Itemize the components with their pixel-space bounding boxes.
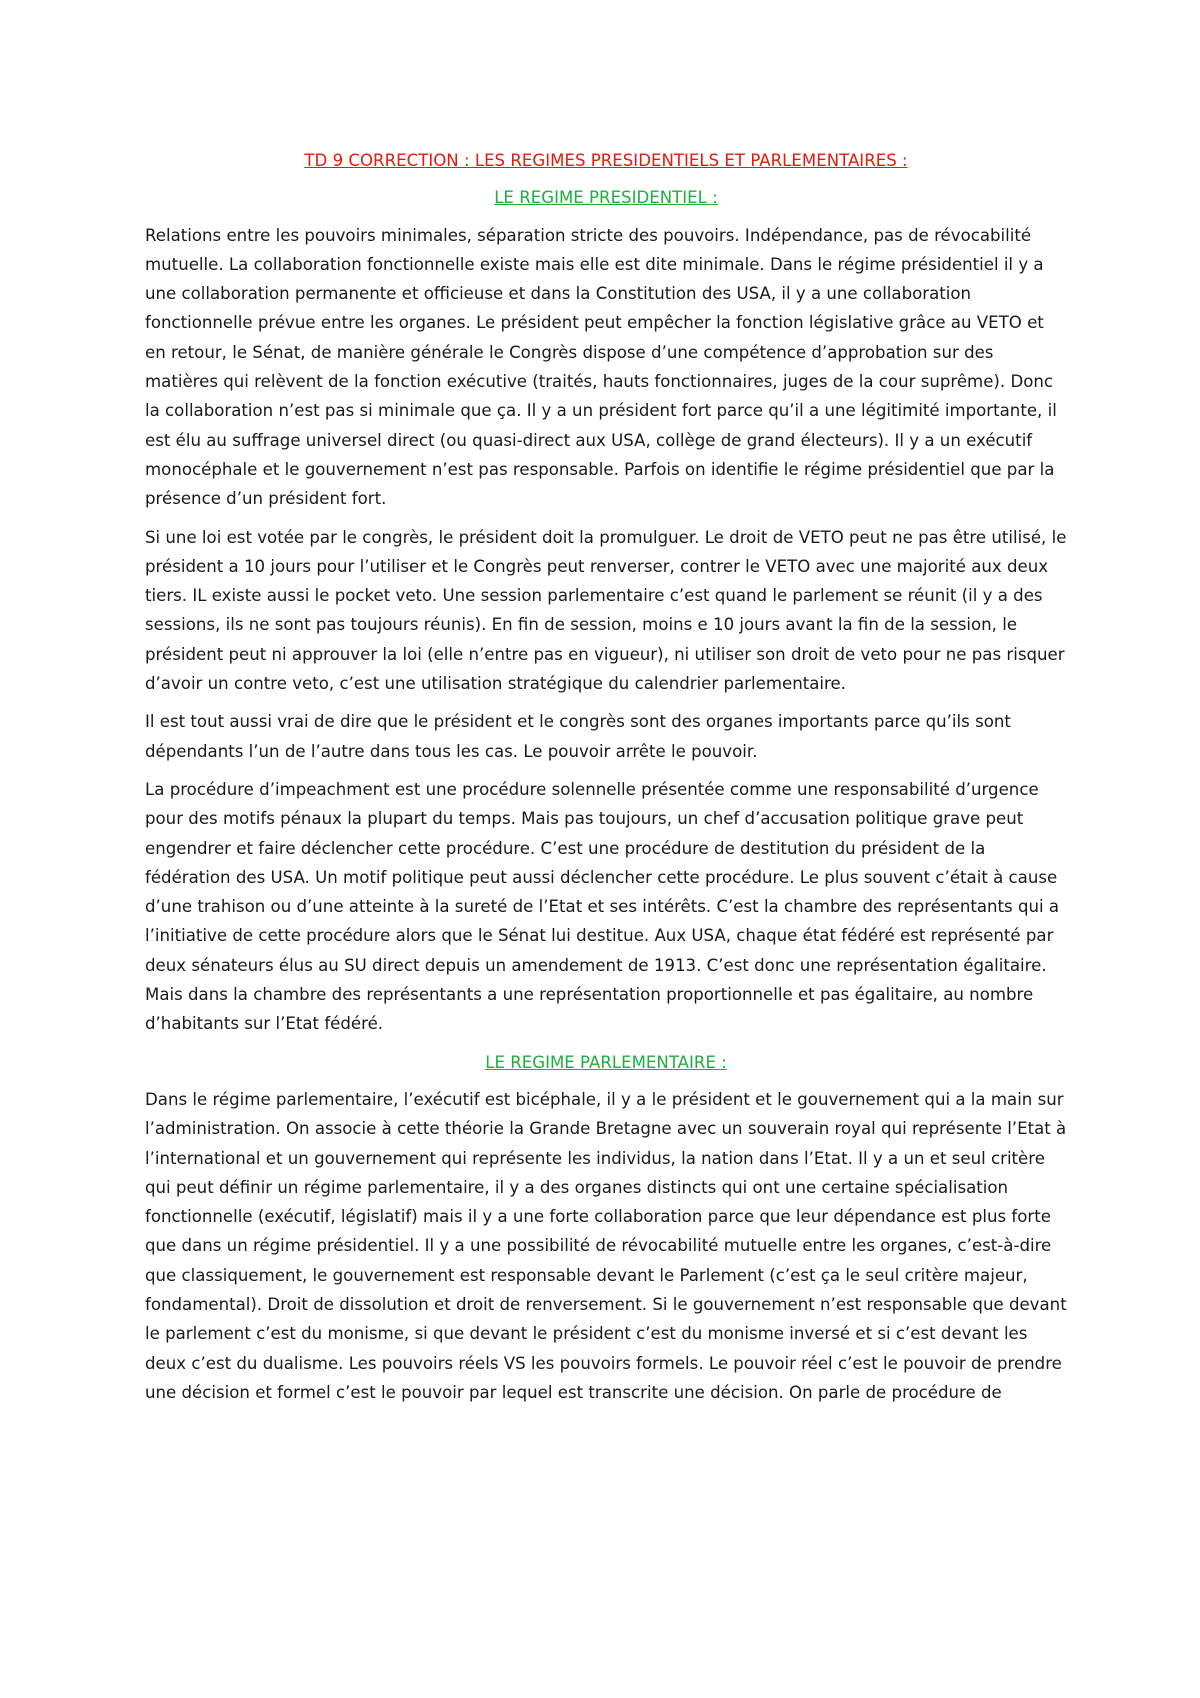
document-page [145, 146, 1067, 1416]
section-heading-parlementaire: LE REGIME PARLEMENTAIRE : [485, 1052, 727, 1072]
paragraph: Si une loi est votée par le congrès, le président doit la promulguer. Le droit de VETO peut ne pas être utilisé, le président a 10 jours pour l’utiliser et le Congrès peut renverser, contrer le VETO avec une majorité aux deux tiers. IL existe aussi le pocket veto. Une session parlementaire c’est quand le parlement se réunit (il y a des sessions, ils ne sont pas toujours réunis). En fin de session, moins e 10 jours avant la fin de la session, le président peut ni approuver la loi (elle n’entre pas en vigueur), ni utiliser son droit de veto pour ne pas risquer d’avoir un contre veto, c’est une utilisation stratégique du calendrier parlementaire. [145, 527, 1067, 694]
paragraph: Il est tout aussi vrai de dire que le président et le congrès sont des organes importants parce qu’ils sont dépendants l’un de l’autre dans tous les cas. Le pouvoir arrête le pouvoir. [145, 712, 1011, 761]
paragraph: La procédure d’impeachment est une procédure solennelle présentée comme une responsabilité d’urgence pour des motifs pénaux la plupart du temps. Mais pas toujours, un chef d’accusation politique grave peut engendrer et faire déclencher cette procédure. C’est une procédure de destitution du président de la fédération des USA. Un motif politique peut aussi déclencher cette procédure. Le plus souvent c’était à cause d’une trahison ou d’une atteinte à la sureté de l’Etat et ses intérêts. C’est la chambre des représentants qui a l’initiative de cette procédure alors que le Sénat lui destitue. Aux USA, chaque état fédéré est représenté par deux sénateurs élus au SU direct depuis un amendement de 1913. C’est donc une représentation égalitaire. Mais dans la chambre des représentants a une représentation proportionnelle et pas égalitaire, au nombre d’habitants sur l’Etat fédéré. [145, 779, 1060, 1034]
document-title: TD 9 CORRECTION : LES REGIMES PRESIDENTIELS ET PARLEMENTAIRES : [304, 151, 908, 170]
paragraph: Relations entre les pouvoirs minimales, séparation stricte des pouvoirs. Indépendance, pas de révocabilité mutuelle. La collaboration fonctionnelle existe mais elle est dite minimale. Dans le régime présidentiel il y a une collaboration permanente et officieuse et dans la Constitution des USA, il y a une collaboration fonctionnelle prévue entre les organes. Le président peut empêcher la fonction législative grâce au VETO et en retour, le Sénat, de manière générale le Congrès dispose d’une compétence d’approbation sur des matières qui relèvent de la fonction exécutive (traités, hauts fonctionnaires, juges de la cour suprême). Donc la collaboration n’est pas si minimale que ça. Il y a un président fort parce qu’il a une légitimité importante, il est élu au suffrage universel direct (ou quasi-direct aux USA, collège de grand électeurs). Il y a un exécutif monocéphale et le gouvernement n’est pas responsable. Parfois on identifie le régime présidentiel que par la présence d’un président fort. [145, 225, 1057, 509]
paragraph: Dans le régime parlementaire, l’exécutif est bicéphale, il y a le président et le gouvernement qui a la main sur l’administration. On associe à cette théorie la Grande Bretagne avec un souverain royal qui représente l’Etat à l’international et un gouvernement qui représente les individus, la nation dans l’Etat. Il y a un et seul critère qui peut définir un régime parlementaire, il y a des organes distincts qui ont une certaine spécialisation fonctionnelle (exécutif, législatif) mais il y a une forte collaboration parce que leur dépendance est plus forte que dans un régime présidentiel. Il y a une possibilité de révocabilité mutuelle entre les organes, c’est-à-dire que classiquement, le gouvernement est responsable devant le Parlement (c’est ça le seul critère majeur, fondamental). Droit de dissolution et droit de renversement. Si le gouvernement n’est responsable que devant le parlement c’est du monisme, si que devant le président c’est du monisme inversé et si c’est devant les deux c’est du dualisme. Les pouvoirs réels VS les pouvoirs formels. Le pouvoir réel c’est le pouvoir de prendre une décision et formel c’est le pouvoir par lequel est transcrite une décision. On parle de procédure de [145, 1089, 1067, 1402]
section-heading-presidentiel: LE REGIME PRESIDENTIEL : [494, 188, 718, 208]
